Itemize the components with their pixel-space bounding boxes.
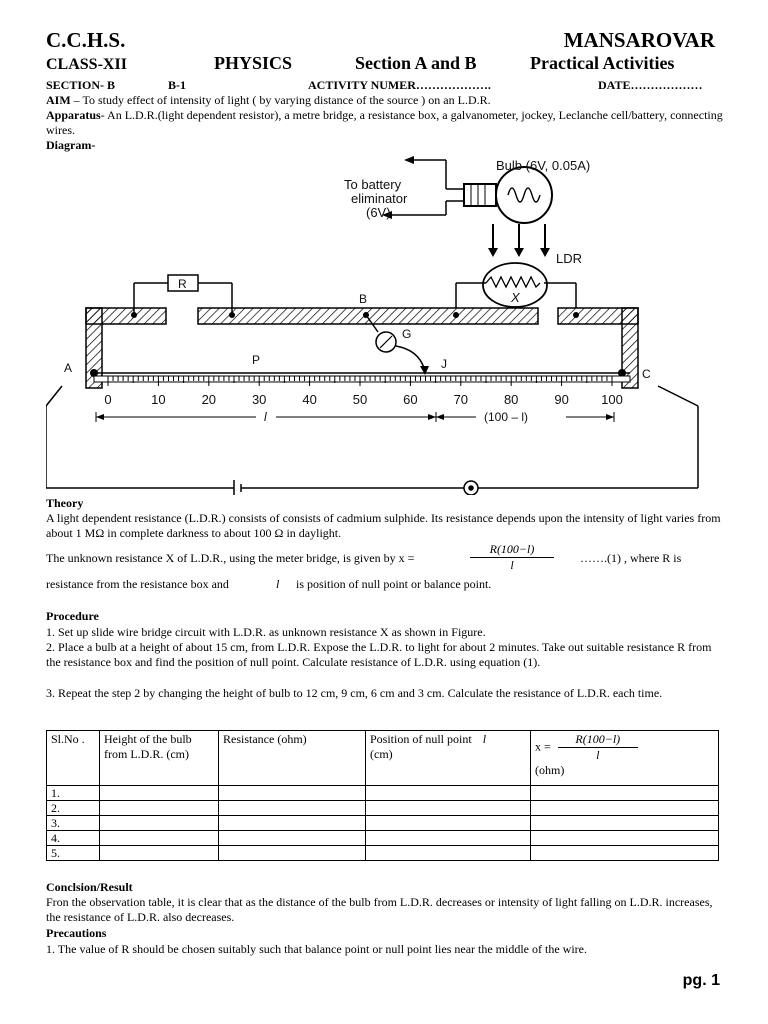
- scale-label: 90: [554, 392, 569, 407]
- formula-numerator: R(100−l): [470, 542, 554, 558]
- aim-line: [46, 93, 726, 108]
- table-row: [47, 816, 719, 831]
- table-cell[interactable]: [531, 786, 719, 801]
- l-right-label: (100 – l): [484, 410, 529, 424]
- theory-paragraph-3a: resistance from the resistance box and: [46, 577, 229, 591]
- header-x-eq: x =: [535, 739, 551, 754]
- table-cell[interactable]: [366, 846, 531, 861]
- scale-label: 100: [601, 392, 623, 407]
- meter-bridge-diagram: [46, 150, 706, 495]
- apparatus-label: Apparatus: [46, 108, 101, 122]
- table-cell[interactable]: [531, 831, 719, 846]
- header-resistance: Resistance (ohm): [219, 731, 366, 786]
- activities-label: Practical Activities: [530, 53, 675, 73]
- table-cell[interactable]: [100, 831, 219, 846]
- procedure-step-3: 3. Repeat the step 2 by changing the height of bulb to 12 cm, 9 cm, 6 cm and 3 cm. Calculate the resistance of L.D.R. each time.: [46, 686, 663, 700]
- theory-paragraph-1: A light dependent resistance (L.D.R.) consists of consists of cadmium sulphide. Its resistance depends upon the intensity of light varies from about 1 MΩ in complete darkness to about 100 Ω in daylight.: [46, 511, 721, 540]
- c-label: C: [642, 367, 651, 381]
- header-x-formula: [531, 731, 719, 786]
- scale-label: 60: [403, 392, 418, 407]
- table-row: [47, 831, 719, 846]
- header-null-point-l: l: [482, 732, 487, 746]
- battery-label-1: To battery: [344, 177, 402, 192]
- aim-label: AIM: [46, 93, 71, 107]
- row-number: 1.: [47, 786, 100, 801]
- light-arrows: [488, 224, 550, 257]
- table-cell[interactable]: [100, 846, 219, 861]
- header-x-unit: (ohm): [535, 763, 565, 777]
- theory-formula: [470, 542, 554, 573]
- scale-label: 40: [302, 392, 317, 407]
- table-row: [47, 801, 719, 816]
- table-cell[interactable]: [100, 801, 219, 816]
- table-cell[interactable]: [531, 816, 719, 831]
- table-header-row: [47, 731, 719, 786]
- page-number: pg. 1: [682, 972, 720, 989]
- procedure-step-2: 2. Place a bulb at a height of about 15 cm, from L.D.R. Expose the L.D.R. to light for about 2 minutes. Take out suitable resistance R from the resistance box and find the position of null point. Calculate resistance of L.D.R. using equation (1).: [46, 640, 712, 669]
- theory-paragraph-3b: is position of null point or balance point.: [296, 577, 492, 591]
- row-number: 4.: [47, 831, 100, 846]
- apparatus-line: [46, 108, 726, 138]
- conclusion-title: Conclsion/Result: [46, 880, 133, 894]
- scale-label: 20: [201, 392, 217, 407]
- a-label: A: [64, 361, 73, 375]
- theory-formula-text: The unknown resistance X of L.D.R., using the meter bridge, is given by x =: [46, 551, 415, 565]
- ldr-label: LDR: [556, 251, 583, 266]
- row-number: 3.: [47, 816, 100, 831]
- subject-label: PHYSICS: [214, 53, 293, 73]
- table-cell[interactable]: [366, 786, 531, 801]
- school-place: MANSAROVAR: [563, 28, 715, 52]
- header-height: Height of the bulb from L.D.R. (cm): [100, 731, 219, 786]
- header-x-numerator: R(100−l): [558, 732, 638, 748]
- theory-title: Theory: [46, 496, 84, 510]
- table-cell[interactable]: [219, 846, 366, 861]
- row-number: 5.: [47, 846, 100, 861]
- table-cell[interactable]: [100, 786, 219, 801]
- scale-label: 50: [352, 392, 368, 407]
- scale-label: 30: [251, 392, 267, 407]
- length-dimension: [96, 412, 614, 422]
- table-cell[interactable]: [531, 846, 719, 861]
- table-row: [47, 846, 719, 861]
- table-cell[interactable]: [531, 801, 719, 816]
- school-name: C.C.H.S.: [46, 28, 126, 52]
- row-number: 2.: [47, 801, 100, 816]
- p-label: P: [252, 353, 261, 367]
- table-cell[interactable]: [366, 816, 531, 831]
- activity-number: ACTIVITY NUMER……………….: [308, 78, 491, 92]
- apparatus-text: - An L.D.R.(light dependent resistor), a metre bridge, a resistance box, a galvanometer, jockey, Leclanche cell/battery, connecting wires.: [46, 108, 723, 137]
- conclusion-text: Fron the observation table, it is clear that as the distance of the bulb from L.D.R. decreases or intensity of light falling on L.D.R. increases, the resistance of L.D.R. also decreases.: [46, 895, 713, 924]
- r-label: R: [178, 277, 187, 291]
- theory-formula-eqno: …….(1) , where R is: [580, 551, 682, 565]
- formula-denominator: l: [510, 558, 514, 572]
- table-cell[interactable]: [219, 831, 366, 846]
- activity-code: B-1: [168, 78, 186, 92]
- bulb-label: Bulb (6V, 0.05A): [496, 158, 591, 173]
- header-null-point: [366, 731, 531, 786]
- scale-label: 0: [104, 392, 112, 407]
- battery-label-3: (6V): [366, 205, 391, 220]
- header-x-denominator: l: [596, 748, 600, 762]
- scale-label: 70: [453, 392, 469, 407]
- procedure-title: Procedure: [46, 609, 99, 623]
- precautions-title: Precautions: [46, 926, 107, 940]
- theory-l-symbol: l: [276, 577, 280, 591]
- table-cell[interactable]: [219, 816, 366, 831]
- scale-label: 80: [503, 392, 519, 407]
- section-b-label: SECTION- B: [46, 78, 116, 92]
- table-cell[interactable]: [219, 786, 366, 801]
- header-sl-no: Sl.No .: [47, 731, 100, 786]
- table-cell[interactable]: [366, 801, 531, 816]
- battery-label-2: eliminator: [351, 191, 408, 206]
- precaution-1: 1. The value of R should be chosen suitably such that balance point or null point lies near the middle of the wire.: [46, 942, 587, 956]
- header-null-point-unit: (cm): [370, 747, 393, 761]
- header-null-point-text: Position of null point: [370, 732, 472, 746]
- section-label: Section A and B: [355, 53, 477, 73]
- procedure-step-1: 1. Set up slide wire bridge circuit with L.D.R. as unknown resistance X as shown in Figure.: [46, 625, 486, 639]
- b-label: B: [359, 292, 368, 306]
- scale-label: 10: [151, 392, 166, 407]
- diagram-label: Diagram-: [46, 138, 96, 152]
- meter-scale: [90, 369, 630, 386]
- class-label: CLASS-XII: [46, 56, 127, 73]
- table-row: [47, 786, 719, 801]
- date-field: DATE………………: [598, 78, 703, 92]
- g-label: G: [402, 327, 412, 341]
- table-cell[interactable]: [219, 801, 366, 816]
- table-cell[interactable]: [100, 816, 219, 831]
- j-label: J: [441, 357, 447, 371]
- l-left-label: l: [264, 410, 267, 424]
- table-cell[interactable]: [366, 831, 531, 846]
- observation-table: [46, 730, 719, 861]
- aim-text: – To study effect of intensity of light ( by varying distance of the source ) on an L.D.R.: [70, 93, 491, 107]
- x-label: X: [511, 290, 520, 305]
